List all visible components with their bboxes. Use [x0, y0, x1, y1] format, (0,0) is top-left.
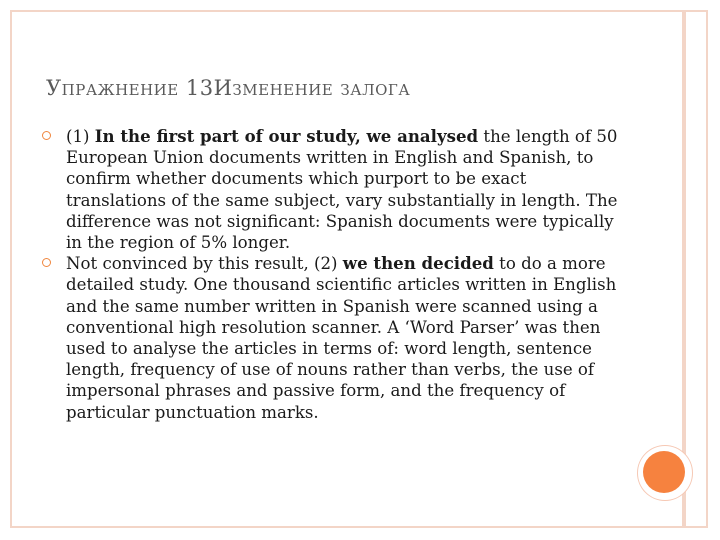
- bullet-circle-icon: [42, 131, 51, 140]
- title-part-2: Изменение залога: [213, 76, 411, 100]
- decorative-bar: [682, 10, 686, 528]
- title-part-1: Упражнение 13: [46, 76, 214, 100]
- bullet-text-bold: In the first part of our study, we analysed: [94, 126, 479, 146]
- bullet-text-post: the length of 50 European Union documents written in English and Spanish, to confirm whether documents which purport to be exact translations of the same subject, vary substantially in length. The difference was not significant: Spanish documents were typically in the region of 5% longer.: [66, 127, 618, 253]
- bullet-item: [46, 253, 626, 423]
- bullet-text-pre: Not convinced by this result, (2): [66, 254, 343, 274]
- bullet-text-pre: (1): [66, 127, 95, 146]
- slide-title: [46, 76, 410, 100]
- decorative-circle: [643, 451, 685, 493]
- bullet-text-post: to do a more detailed study. One thousand scientific articles written in English and the same number written in Spanish were scanned using a conventional high resolution scanner. A ‘Word Parser’ was then used to analyse the articles in terms of: word length, sentence length, frequency of use of nouns rather than verbs, the use of impersonal phrases and passive form, and the frequency of particular punctuation marks.: [66, 254, 617, 422]
- bullet-text-bold: we then decided: [342, 253, 494, 274]
- bullet-item: [46, 126, 626, 253]
- bullet-circle-icon: [42, 258, 51, 267]
- slide-content: [46, 126, 626, 423]
